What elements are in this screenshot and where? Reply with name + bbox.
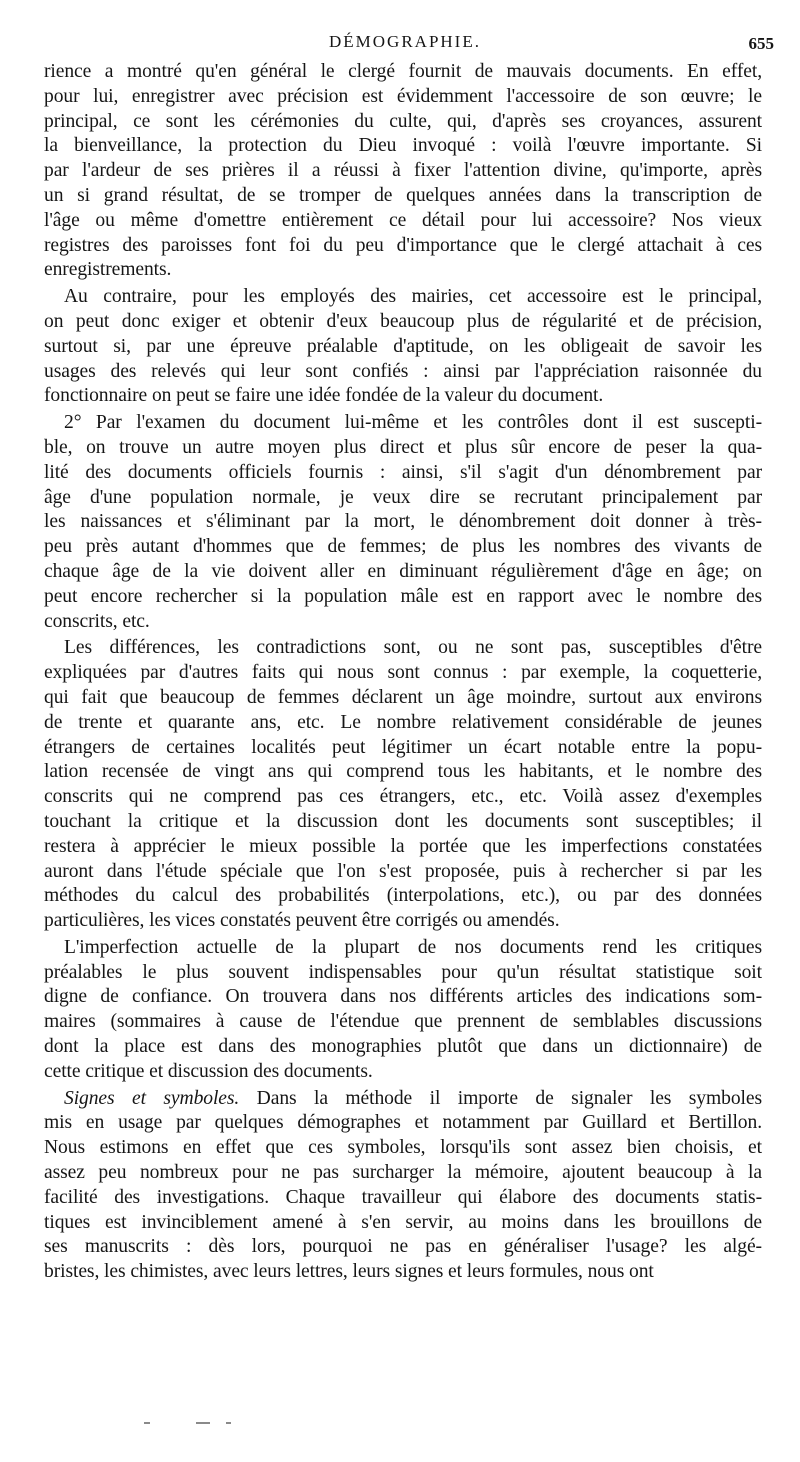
page-number: 655 (748, 34, 774, 53)
text-line: les naissances et s'éliminant par la mort, le dénombrement doit donner à très- (44, 511, 762, 533)
text-line: L'imperfection actuelle de la plupart de nos documents rend les critiques (64, 936, 762, 958)
text-line: la bienveillance, la protection du Dieu invoqué : voilà l'œuvre importante. Si (44, 135, 762, 157)
text-line: lation recensée de vingt ans qui comprend tous les habitants, et le nombre des (44, 761, 762, 783)
paragraph (44, 936, 762, 1085)
text-line: registres des paroisses font foi du peu d'importance que le clergé attachait à ces (44, 234, 762, 256)
text-line: touchant la critique et la discussion dont les documents sont susceptibles; il (44, 810, 762, 832)
paragraph (44, 1087, 762, 1285)
text-line: chaque âge de la vie doivent aller en diminuant régulièrement d'âge en âge; on (44, 560, 762, 582)
text-line: par l'ardeur de ses prières il a réussi à fixer l'attention divine, qu'importe, après (44, 160, 762, 182)
text-line: 2° Par l'examen du document lui-même et les contrôles dont il est suscepti- (64, 412, 762, 434)
text-line: principal, ce sont les cérémonies du culte, qui, d'après ses croyances, assurent (44, 110, 762, 132)
text-line: qui fait que beaucoup de femmes déclarent un âge moindre, surtout aux environs (44, 686, 762, 708)
text-line: fonctionnaire on peut se faire une idée fondée de la valeur du document. (44, 385, 604, 407)
section-heading-italic: Signes et symboles. (64, 1087, 240, 1109)
text-line (44, 1087, 762, 1112)
text-line: un si grand résultat, de se tromper de quelques années dans la transcription de (44, 184, 762, 206)
text-line: étrangers de certaines localités peut légitimer un écart notable entre la popu- (44, 736, 762, 758)
text-line: peu près autant d'hommes que de femmes; de plus les nombres des vivants de (44, 536, 762, 558)
print-mark (196, 1422, 210, 1424)
text-line: cette critique et discussion des documents. (44, 1060, 373, 1082)
text-line: usages des relevés qui leur sont confiés : ainsi par l'appréciation raisonnée du (44, 360, 762, 382)
text-line: pour lui, enregistrer avec précision est évidemment l'accessoire de son œuvre; le (44, 85, 762, 107)
line-text: Dans la méthode il importe de signaler les symboles (239, 1087, 762, 1109)
text-line: lité des documents officiels fournis : ainsi, s'il s'agit d'un dénombrement par (44, 461, 762, 483)
text-line: expliquées par d'autres faits qui nous sont connus : par exemple, la coquetterie, (44, 662, 762, 684)
running-title: DÉMOGRAPHIE. (329, 32, 481, 51)
text-line: restera à apprécier le mieux possible la portée que les imperfections constatées (44, 835, 762, 857)
text-line: ses manuscrits : dès lors, pourquoi ne pas en généraliser l'usage? les algé- (44, 1236, 762, 1258)
text-line: bristes, les chimistes, avec leurs lettres, leurs signes et leurs formules, nous ont (44, 1261, 654, 1283)
text-line: Nous estimons en effet que ces symboles, lorsqu'ils sont assez bien choisis, et (44, 1137, 762, 1159)
text-line: peut encore rechercher si la population mâle est en rapport avec le nombre des (44, 585, 762, 607)
text-line: Les différences, les contradictions sont, ou ne sont pas, susceptibles d'être (64, 637, 762, 659)
text-line: mis en usage par quelques démographes et notamment par Guillard et Bertillon. (44, 1112, 762, 1134)
text-line: rience a montré qu'en général le clergé fournit de mauvais documents. En effet, (44, 61, 762, 82)
text-line: maires (sommaires à cause de l'étendue que prennent de semblables discussions (44, 1011, 762, 1033)
paragraph (44, 60, 762, 283)
text-line: âge d'une population normale, je veux dire se recrutant principalement par (44, 486, 762, 508)
body-text (44, 60, 762, 1287)
text-line: assez peu nombreux pour ne pas surcharger la mémoire, ajoutent beaucoup à la (44, 1162, 762, 1184)
paragraph (44, 411, 762, 634)
text-line: surtout si, par une épreuve préalable d'aptitude, on les obligeait de savoir les (44, 335, 762, 357)
text-line: particulières, les vices constatés peuvent être corrigés ou amendés. (44, 910, 560, 932)
text-line: on peut donc exiger et obtenir d'eux beaucoup plus de régularité et de précision, (44, 310, 762, 332)
text-line: auront dans l'étude spéciale que l'on s'est proposée, puis à rechercher si par les (44, 860, 762, 882)
print-mark (226, 1422, 231, 1424)
text-line: méthodes du calcul des probabilités (interpolations, etc.), ou par des données (44, 885, 762, 907)
text-line: enregistrements. (44, 259, 172, 281)
text-line: conscrits qui ne comprend pas ces étrangers, etc., etc. Voilà assez d'exemples (44, 786, 762, 808)
text-line: dont la place est dans des monographies plutôt que dans un dictionnaire) de (44, 1036, 762, 1058)
paragraph (44, 636, 762, 934)
text-line: Au contraire, pour les employés des mairies, cet accessoire est le principal, (64, 286, 762, 308)
text-line: conscrits, etc. (44, 610, 150, 632)
text-line: ble, on trouve un autre moyen plus direct et plus sûr encore de peser la qua- (44, 436, 762, 458)
text-line: tiques est invinciblement amené à s'en servir, au moins dans les brouillons de (44, 1211, 762, 1233)
running-header (44, 30, 774, 54)
print-mark (144, 1422, 150, 1424)
text-line: préalables le plus souvent indispensables pour qu'un résultat statistique soit (44, 961, 762, 983)
paragraph (44, 285, 762, 409)
text-line: digne de confiance. On trouvera dans nos différents articles des indications som- (44, 986, 762, 1008)
text-line: de trente et quarante ans, etc. Le nombre relativement considérable de jeunes (44, 711, 762, 733)
text-line: l'âge ou même d'omettre entièrement ce détail pour lui accessoire? Nos vieux (44, 209, 762, 231)
bottom-print-marks (140, 1420, 290, 1428)
text-line: facilité des investigations. Chaque travailleur qui élabore des documents statis- (44, 1186, 762, 1208)
